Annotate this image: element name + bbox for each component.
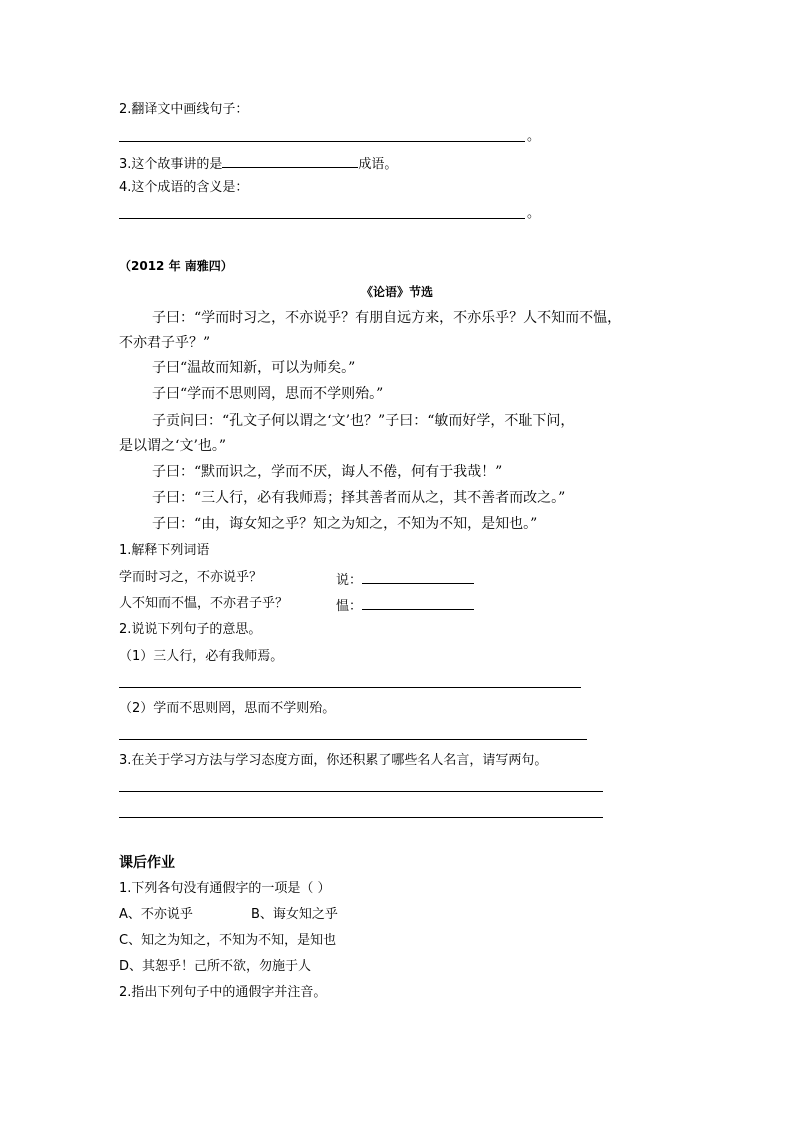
question-3-quotes: 3.在关于学习方法与学习态度方面，你还积累了哪些名人名言，请写两句。 (119, 753, 548, 768)
word-label-text: 说： (336, 573, 363, 588)
passage-line: 子曰：“三人行，必有我师焉；择其善者而从之，其不善者而改之。” (152, 490, 566, 506)
word-label (336, 595, 474, 616)
passage-line: 子贡问曰：“孔文子何以谓之‘文’也？”子曰：“敏而好学，不耻下问， (152, 413, 575, 429)
word-sentence: 人不知而不愠，不亦君子乎？ (119, 596, 289, 611)
option-b: B、诲女知之乎 (251, 907, 338, 922)
question-3-idiom (119, 153, 397, 174)
answer-line[interactable] (119, 739, 587, 740)
answer-line[interactable] (119, 141, 525, 142)
question-2-meaning: 2.说说下列句子的意思。 (119, 622, 262, 637)
passage-line: 子曰“温故而知新，可以为师矣。” (152, 360, 356, 376)
answer-line[interactable] (119, 817, 603, 818)
question-3-suffix: 成语。 (358, 157, 398, 172)
answer-line[interactable] (119, 687, 581, 688)
passage-line: 不亦君子乎？” (119, 335, 211, 351)
question-4-meaning: 4.这个成语的含义是： (119, 180, 249, 195)
option-d: D、其恕乎！己所不欲，勿施于人 (119, 959, 312, 974)
passage-line: 子曰“学而不思则罔，思而不学则殆。” (152, 386, 384, 402)
homework-question-1: 1.下列各句没有通假字的一项是（ ） (119, 881, 331, 896)
idiom-blank[interactable] (222, 153, 358, 168)
question-3-prefix: 3.这个故事讲的是 (119, 157, 223, 172)
period-mark: 。 (527, 206, 541, 221)
passage-line: 子曰：“学而时习之，不亦说乎？有朋自远方来，不亦乐乎？人不知而不愠， (152, 310, 622, 326)
question-2-translate: 2.翻译文中画线句子： (119, 102, 249, 117)
option-c: C、知之为知之，不知为不知，是知也 (119, 933, 337, 948)
word-blank[interactable] (362, 569, 474, 584)
word-label (336, 569, 474, 590)
word-sentence: 学而时习之，不亦说乎？ (119, 570, 263, 585)
question-1-explain: 1.解释下列词语 (119, 543, 210, 558)
answer-line[interactable] (119, 791, 603, 792)
answer-line[interactable] (119, 218, 525, 219)
homework-heading: 课后作业 (119, 855, 175, 871)
homework-question-2: 2.指出下列句子中的通假字并注音。 (119, 985, 327, 1000)
option-a: A、不亦说乎 (119, 907, 193, 922)
passage-line: 子曰：“默而识之，学而不厌，诲人不倦，何有于我哉！” (152, 464, 503, 480)
passage-title: 《论语》节选 (360, 285, 433, 299)
sub-question: （1）三人行，必有我师焉。 (119, 649, 284, 664)
period-mark: 。 (527, 129, 541, 144)
passage-line: 子曰：“由，诲女知之乎？知之为知之，不知为不知，是知也。” (152, 516, 538, 532)
word-label-text: 愠： (336, 599, 363, 614)
sub-question: （2）学而不思则罔，思而不学则殆。 (119, 701, 336, 716)
section-source: （2012 年 南雅四） (119, 259, 233, 273)
passage-line: 是以谓之‘文’也。” (119, 438, 227, 454)
word-blank[interactable] (362, 595, 474, 610)
